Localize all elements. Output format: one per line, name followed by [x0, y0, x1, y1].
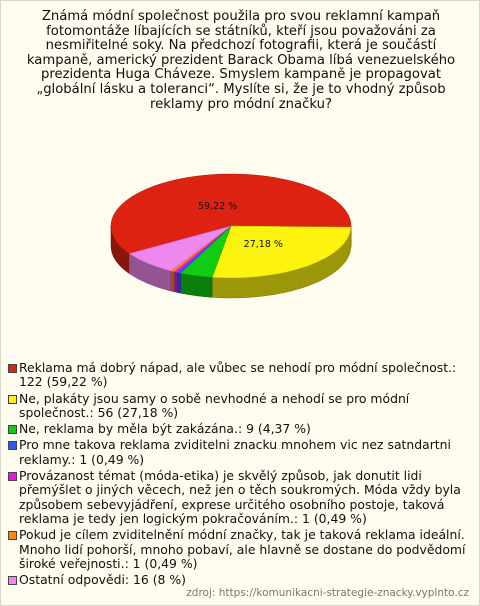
pie-side-segment	[171, 271, 174, 292]
slice-value-label: 27,18 %	[243, 238, 283, 250]
legend-item	[7, 422, 477, 436]
chart-title: Známá módní společnost použila pro svou reklamní kampaň fotomontáže líbajících se státníků, kteří jsou považováni za nesmiřitelné soky. Na předchozí fotografii, která je součástí kampaně, americký prezident Barack Obama líbá venezuelského prezidenta Huga Cháveze. Smyslem kampaně je propagovat „globální lásku a toleranci“. Myslíte si, že je to vhodný způsob reklamy pro módní značku?	[26, 9, 456, 112]
pie-side-segment	[177, 273, 180, 294]
legend-label: Pokud je cílem zviditelnění módní značky, tak je taková reklama ideální. Mnoho lidí pohorší, mnoho pobaví, ale hlavně se dostane do podvědomí široké veřejnosti.: 1 (0,49 %)	[19, 527, 466, 571]
legend-swatch	[8, 441, 17, 450]
legend-label: Provázanost témat (móda-etika) je skvělý způsob, jak donutit lidi přemýšlet o jiných věcech, než jen o těch soukromých. Móda vždy byla způsobem sebevyjádření, exprese určitého osobního postoje, taková reklama je tedy jen logickým pokračováním.: 1 (0,49 %)	[19, 468, 461, 526]
legend-label: Ne, reklama by měla být zakázána.: 9 (4,37 %)	[19, 421, 311, 437]
legend-item	[7, 361, 477, 390]
legend-item	[7, 528, 477, 571]
legend-swatch	[8, 364, 17, 373]
legend-swatch	[8, 395, 17, 404]
legend-swatch	[8, 425, 17, 434]
legend-swatch	[8, 531, 17, 540]
legend-swatch	[8, 576, 17, 585]
slice-value-label: 59,22 %	[197, 200, 238, 212]
pie-chart	[1, 151, 480, 351]
legend-item	[7, 573, 477, 587]
legend-label: Reklama má dobrý nápad, ale vůbec se nehodí pro módní společnost.: 122 (59,22 %)	[19, 360, 457, 390]
source-note: zdroj: https://komunikacni-strategie-znacky.vyplnto.cz	[186, 587, 469, 599]
legend	[7, 361, 477, 589]
legend-item	[7, 469, 477, 526]
legend-item	[7, 438, 477, 467]
legend-swatch	[8, 472, 17, 481]
legend-label: Pro mne takova reklama zviditelni znacku mnohem vic nez satndartni reklamy.: 1 (0,49 %)	[19, 437, 451, 467]
pie-top	[111, 174, 351, 278]
pie-side-segment	[174, 272, 177, 293]
legend-item	[7, 392, 477, 421]
legend-label: Ostatní odpovědi: 16 (8 %)	[19, 572, 186, 588]
legend-label: Ne, plakáty jsou samy o sobě nevhodné a nehodí se pro módní společnost.: 56 (27,18 %)	[19, 390, 410, 420]
